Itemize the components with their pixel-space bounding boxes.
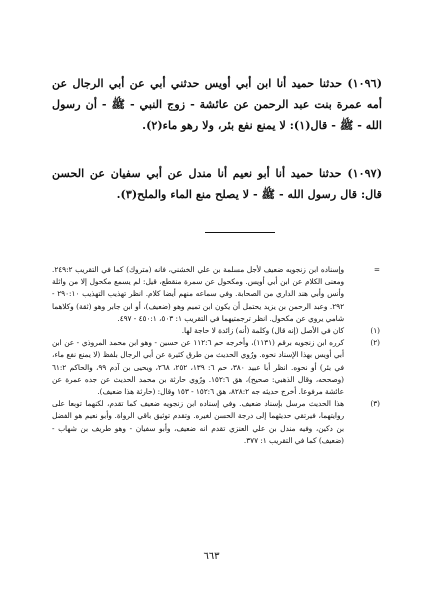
footnote-text: كان في الأصل (إنه قال) وكلمة (أنه) زائدة لا حاجة لها. xyxy=(181,326,344,336)
footnote-marker: (٢) xyxy=(370,338,380,348)
footnote-2 xyxy=(52,337,380,398)
footnote-marker: = xyxy=(373,265,380,274)
footnote-marker: (٣) xyxy=(370,399,380,409)
footnote-3 xyxy=(52,398,380,447)
footnote-1 xyxy=(52,325,380,337)
footnote-text: كرره ابن زنجويه برقم (١١٣١)، وأخرجه حم ١١٢:٦ عن حسين - وهو ابن محمد المروذي - عن ابن أبي أويس بهذا الإسناد نحوه. ورُوي الحديث من طرق كثيرة عن أبي الرجال بلفظ (لا يمنع نفع ماء، في بئر) أو نحوه. انظر أبا عبيد ٣٨٠، حم ٦: ١٣٩، ٢٥٢، ٢٦٨، ويحيى بن آدم ٩٩، والحاكم ٦١:٢ (وصححه، وقال الذهبي: صحيح)، هق ١٥٢:٦. ورُوي حارثة بن محمد الحديث عن جده عمرة عن عائشة مرفوعا. أخرج حديثه جه ٨٢٨:٢، هق ١٥٢:٦ - ١٥٣ وقال: (حارثة هذا ضعيف). xyxy=(52,338,345,397)
footnotes xyxy=(52,264,380,447)
footnote-text: وإسناده ابن زنجويه ضعيف لأجل مسلمة بن علي الخشني، فانه (متروك) كما في التقريب ٢٤٩:٢. ومعنى الكلام عن ابن أبي أويس. ومكحول عن سمرة منقطع، قيل: لم يسمع مكحول إلا من واثلة وأنس وأبي هند الداري من الصحابة. وفي سماعه منهم أيضا كلام. انظر تهذيب التهذيب ٢٩٠:١٠ - ٢٩٢. وعبد الرحمن بن يزيد يحتمل أن يكون ابن تميم وهو (ضعيف)، أو ابن جابر وهو (ثقة) وكلاهما شامي يروي عن مكحول. انظر ترجمتيهما في التقريب ١: ٥٠٣، ٤٥٠:١ - ٤٩٧. xyxy=(52,265,344,323)
footnote-marker: (١) xyxy=(370,326,380,336)
footnote-separator xyxy=(205,232,275,233)
footnote-continued xyxy=(52,264,380,325)
footnote-text: هذا الحديث مرسل بإسناد ضعيف. وفي إسناده ابن زنجويه ضعيف كما تقدم، لكنهما توبعا على روايتهما، فيرتقي حديثهما إلى درجة الحسن لغيره. وتقدم توثيق باقي الرواة. وأبو نعيم هو الفضل بن دكين، وفيه مندل بن علي العنزي تقدم انه ضعيف، وأبو سفيان - وهو طريف بن شهاب - (ضعيف) كما في التقريب ١: ٣٧٧. xyxy=(52,399,344,445)
page-number: ٦٦٣ xyxy=(203,551,220,562)
hadith-1097: (١٠٩٧) حدثنا حميد أنا أبو نعيم أنا مندل عن أبي سفيان عن الحسن قال: قال رسول الله - ﷺ - لا يصلح منع الماء والملح(٣). xyxy=(52,166,382,202)
hadith-1096: (١٠٩٦) حدثنا حميد أنا ابن أبي أويس حدثني أبي عن أبي الرجال عن أمه عمرة بنت عبد الرحمن عن عائشة - زوج النبي - ﷺ - أن رسول الله - ﷺ - قال(١): لا يمنع نفع بئر، ولا رهو ماء(٢). xyxy=(52,76,382,133)
